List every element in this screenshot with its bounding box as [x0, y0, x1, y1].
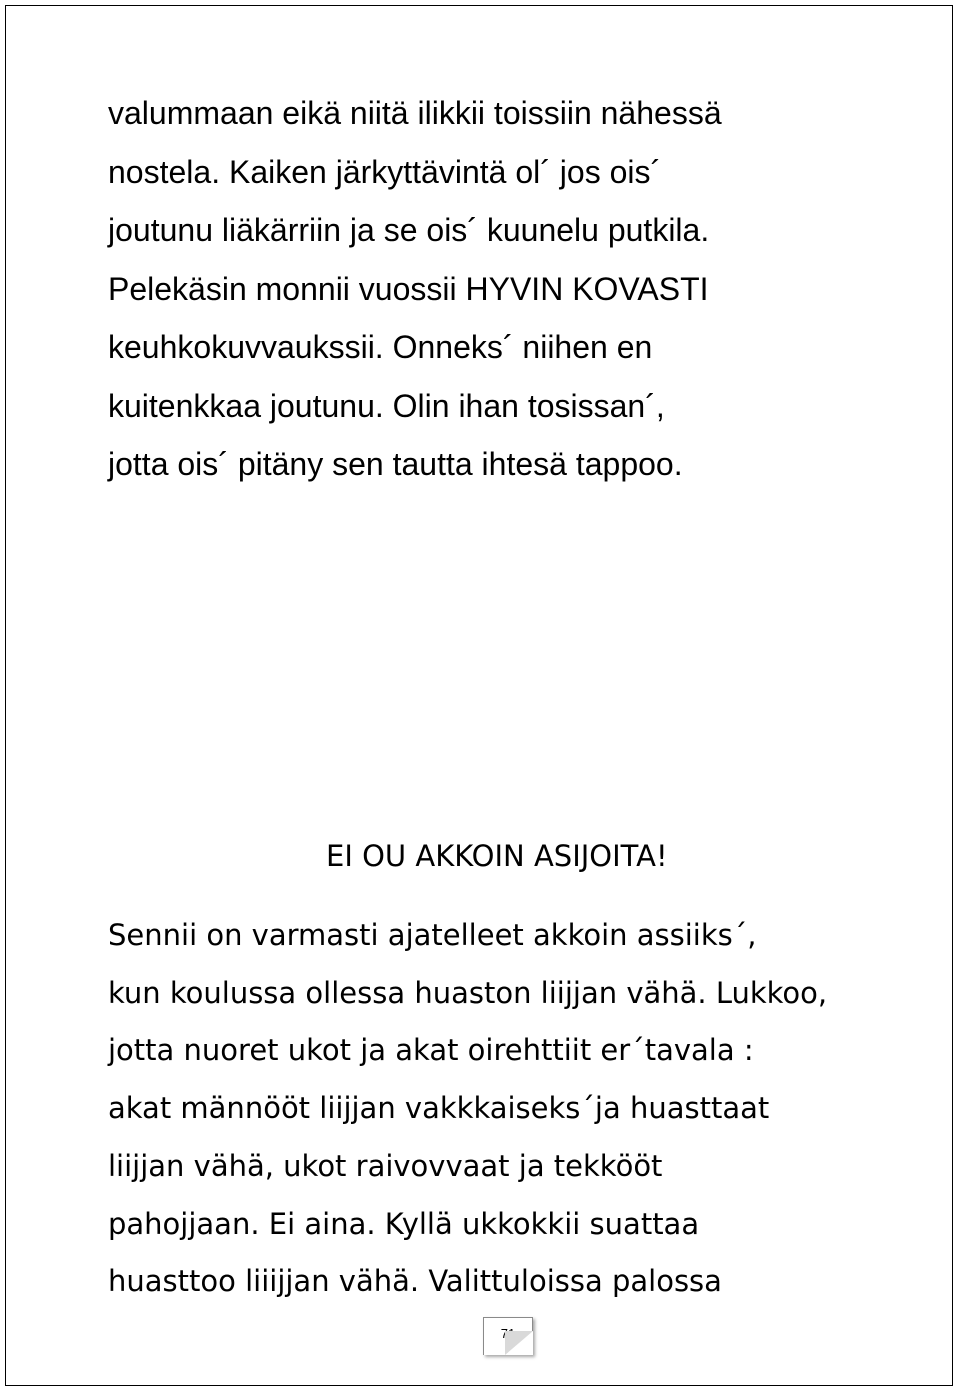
section-heading: EI OU AKKOIN ASIJOITA! [326, 839, 668, 873]
text-line: valummaan eikä niitä ilikkii toissiin nähessä [108, 95, 722, 131]
text-line: joutunu liäkärriin ja se ois´ kuunelu putkila. [108, 212, 710, 248]
page-number: 71 [500, 1326, 516, 1341]
text-line: keuhkokuvvaukssii. Onneks´ niihen en [108, 329, 653, 365]
text-line: jotta nuoret ukot ja akat oirehttiit er´tavala : [108, 1033, 754, 1068]
text-line: jotta ois´ pitäny sen tautta ihtesä tappoo. [108, 446, 683, 482]
text-line: kuitenkkaa joutunu. Olin ihan tosissan´, [108, 387, 665, 424]
text-line: Pelekäsin monnii vuossii HYVIN KOVASTI [108, 270, 709, 307]
paragraph-1 [108, 84, 722, 494]
text-line: huasttoo liiijjan vähä. Valittuloissa palossa [108, 1264, 722, 1299]
page-number-tab [483, 1317, 533, 1355]
text-line: kun koulussa ollessa huaston liijjan vähä. Lukkoo, [108, 975, 828, 1010]
text-line: liijjan vähä, ukot raivovvaat ja tekkööt [108, 1148, 663, 1183]
paragraph-2 [108, 907, 827, 1311]
text-line: pahojjaan. Ei aina. Kyllä ukkokkii suattaa [108, 1206, 700, 1241]
text-line: Sennii on varmasti ajatelleet akkoin assiiks´, [108, 918, 757, 952]
text-line: akat männööt liijjan vakkkaiseks´ja huasttaat [108, 1091, 770, 1126]
text-line: nostela. Kaiken järkyttävintä ol´ jos ois´ [108, 153, 662, 190]
